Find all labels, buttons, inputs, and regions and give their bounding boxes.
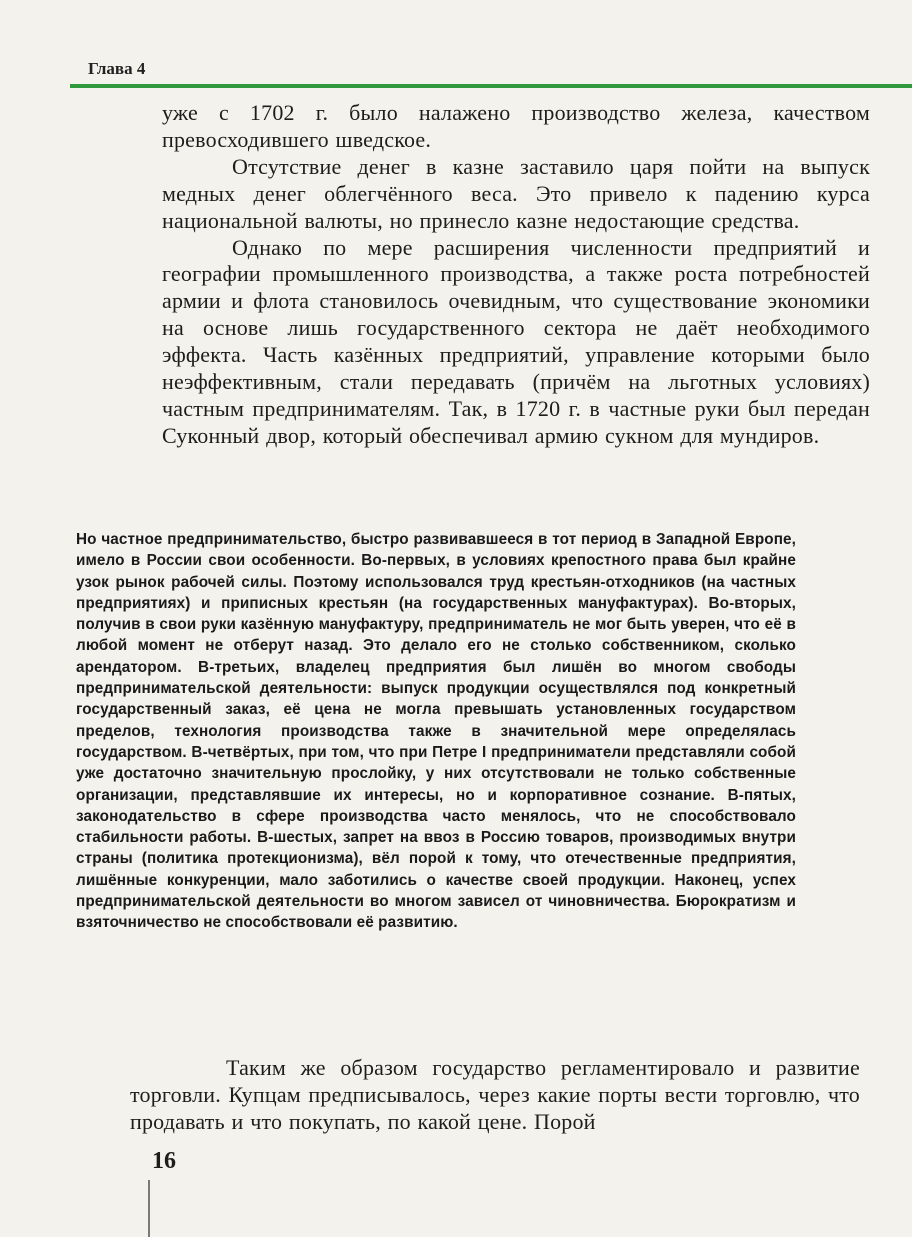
margin-line (148, 1180, 150, 1237)
main-text-top (162, 100, 870, 450)
sidebar-text-block (76, 529, 796, 934)
paragraph-copper-money: Отсутствие денег в казне заставило царя пойти на выпуск медных денег облегчённого веса. Это привело к падению курса национальной валюты, но принесло казне недостающие средства. (162, 153, 870, 233)
paragraph-private-enterprise: Однако по мере расширения численности предприятий и географии промышленного производства, а также роста потребностей армии и флота становилось очевидным, что существование экономики на основе лишь государственного сектора не даёт необходимого эффекта. Часть казённых предприятий, управление которыми было неэффективным, стали передавать (причём на льготных условиях) частным предпринимателям. Так, в 1720 г. в частные руки был передан Суконный двор, который обеспечивал армию сукном для мундиров. (162, 234, 870, 448)
chapter-label: Глава 4 (88, 59, 146, 78)
paragraph-continued: уже с 1702 г. было налажено производство железа, качеством превосходившего шведское. (162, 100, 870, 152)
main-text-bottom (130, 1054, 860, 1135)
header-rule (70, 84, 912, 88)
paragraph-trade: Таким же образом государство регламентировало и развитие торговли. Купцам предписывалось, через какие порты вести торговлю, что продавать и что покупать, по какой цене. Порой (130, 1055, 860, 1134)
page-number: 16 (152, 1148, 176, 1174)
chapter-header (70, 56, 912, 90)
sidebar-paragraph: Но частное предпринимательство, быстро развивавшееся в тот период в Западной Европе, имело в России свои особенности. Во-первых, в условиях крепостного права был крайне узок рынок рабочей силы. Поэтому использовался труд крестьян-отходников (на частных предприятиях) и приписных крестьян (на государственных мануфактурах). Во-вторых, получив в свои руки казённую мануфактуру, предприниматель не мог быть уверен, что её в любой момент не отберут назад. Это делало его не столько собственником, сколько арендатором. В-третьих, владелец предприятия был лишён во многом свободы предпринимательской деятельности: выпуск продукции осуществлялся под конкретный государственный заказ, её цена не могла превышать установленных государством пределов, технология производства также в значительной мере определялась государством. В-четвёртых, при том, что при Петре I предприниматели представляли собой уже достаточно значительную прослойку, у них отсутствовали не только собственные организации, представлявшие их интересы, но и корпоративное сознание. В-пятых, законодательство в сфере производства часто менялось, что не способствовало стабильности работы. В-шестых, запрет на ввоз в Россию товаров, производимых внутри страны (политика протекционизма), вёл порой к тому, что отечественные предприятия, лишённые конкуренции, мало заботились о качестве своей продукции. Наконец, успех предпринимательской деятельности во многом зависел от чиновничества. Бюрократизм и взяточничество не способствовали её развитию. (76, 531, 796, 932)
